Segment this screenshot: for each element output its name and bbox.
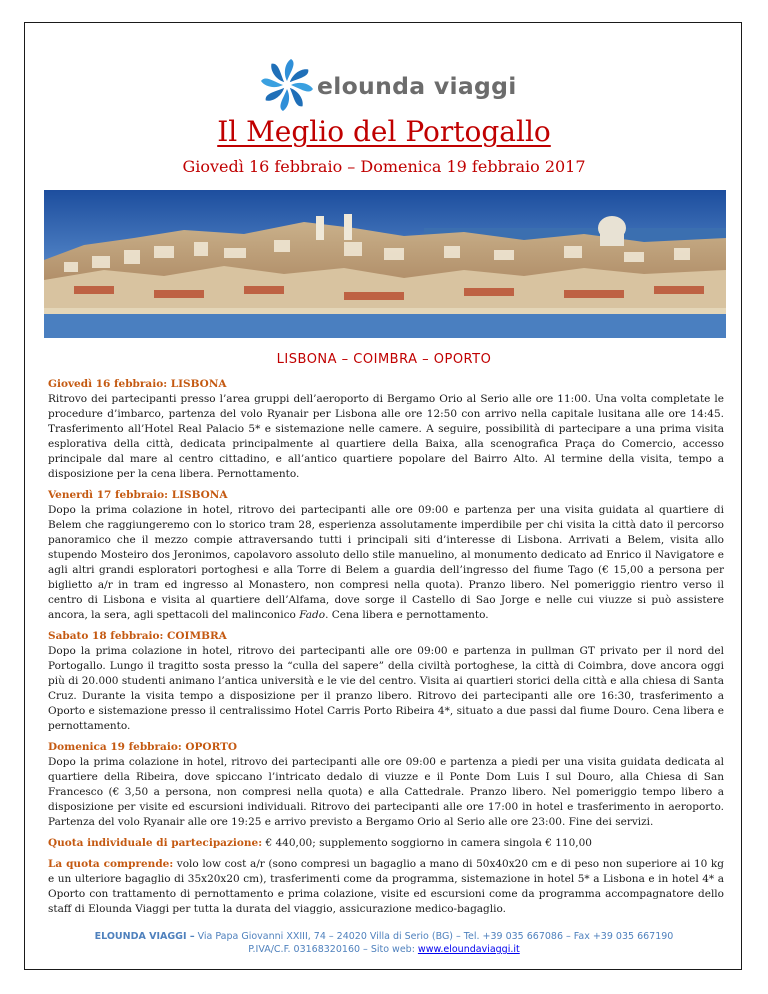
website-link[interactable]: www.eloundaviaggi.it [417,944,520,955]
day-description: Ritrovo dei partecipanti presso l’area gruppi dell’aeroporto di Bergamo Orio al Serio alle ore 11:00. Una volta completate le procedure d’imbarco, partenza del volo Ryanair per Lisbona alle ore 12:50 con arrivo nella capitale lusitana alle ore 14:45. Trasferimento all’Hotel Real Palacio 5* e sistemazione nelle camere. A seguire, possibilità di partecipare a una prima visita esplorativa della città, dedicata principalmente al quartiere della Baixa, alla scenografica Praça do Comercio, accesso principale dal mare al centro cittadino, e all’antico quartiere popolare del Bairro Alto. Al termine della visita, tempo a disposizione per la cena libera. Pernottamento. [48,393,724,480]
day-section [48,488,724,623]
included-section [48,857,724,917]
logo-text: elounda viaggi [317,72,517,100]
price-label: Quota individuale di partecipazione: [48,837,263,849]
trip-dates: Giovedì 16 febbraio – Domenica 19 febbraio 2017 [182,157,586,176]
footer-line-2 [0,943,768,956]
day-section [48,740,724,830]
day-description: Dopo la prima colazione in hotel, ritrovo dei partecipanti alle ore 09:00 e partenza in pullman GT privato per il nord del Portogallo. Lungo il tragitto sosta presso la “culla del sapere” della civiltà portoghese, la città di Coimbra, dove ancora oggi più di 20.000 studenti animano l’antica università e le vie del centro. Visita ai quartieri storici della città e alla chiesa di Santa Cruz. Durante la visita tempo a disposizione per il pranzo libero. Ritrovo dei partecipanti alle ore 16:30, trasferimento a Oporto e sistemazione presso il centralissimo Hotel Carris Porto Ribeira 4*, situato a due passi dal fiume Douro. Cena libera e pernottamento. [48,645,724,732]
footer [0,930,768,956]
itinerary-content [48,377,724,917]
day-heading: Domenica 19 febbraio: OPORTO [48,741,238,753]
day-section [48,377,724,482]
itinerary-title: LISBONA – COIMBRA – OPORTO [276,352,492,367]
included-text: volo low cost a/r (sono compresi un bagaglio a mano di 50x40x20 cm e di peso non superiore ai 10 kg e un ulteriore bagaglio di 35x20x20 cm), trasferimenti come da programma, sistemazione in hotel 5* a Lisbona e in hotel 4* a Oporto con trattamento di pernottamento e prima colazione, visite ed escursioni come da programma accompagnatore dello staff di Elounda Viaggi per tutta la durata del viaggio, assicurazione medico-bagaglio. [48,858,724,915]
price-value: € 440,00; supplemento soggiorno in camera singola € 110,00 [262,837,592,849]
day-section [48,629,724,734]
day-description-end: . Cena libera e pernottamento. [325,609,489,621]
day-description: Dopo la prima colazione in hotel, ritrovo dei partecipanti alle ore 09:00 e partenza a piedi per una visita guidata dedicata al quartiere della Ribeira, dove spiccano l’intricato dedalo di viuzze e il Ponte Dom Luis I sul Douro, alla Chiesa di San Francesco (€ 3,50 a persona, non compresi nella quota) e alla Cattedrale. Pranzo libero. Nel pomeriggio tempo libero a disposizione per visite ed escursioni individuali. Ritrovo dei partecipanti alle ore 17:00 in hotel e trasferimento in aeroporto. Partenza del volo Ryanair alle ore 19:25 e arrivo previsto a Bergamo Orio al Serio alle ore 23:00. Fine dei servizi. [48,756,724,828]
day-heading: Giovedì 16 febbraio: LISBONA [48,378,227,390]
day-description-part: Dopo la prima colazione in hotel, ritrovo dei partecipanti alle ore 09:00 e partenza per una visita guidata al quartiere di Belem che raggiungeremo con lo storico tram 28, esperienza assolutamente imperdibile per chi visita la città dato il percorso panoramico che il mezzo compie attraversando tutti i principali siti d’interesse di Lisbona. Arrivati a Belem, visita allo stupendo Mosteiro dos Jeronimos, capolavoro assoluto dello stile manuelino, al monumento dedicato ad Enrico il Navigatore e agli altri grandi esploratori portoghesi e alla Torre di Belem a guardia dell’ingresso del fiume Tago (€ 15,00 a persona per biglietto a/r in tram ed ingresso al Monastero, non compresi nella quota). Pranzo libero. Nel pomeriggio rientro verso il centro di Lisbona e visita al quartiere dell’Alfama, dove sorge il Castello di Sao Jorge e nelle cui viuzze si può assistere ancora, la sera, agli spettacoli del malinconico [48,504,724,621]
day-heading: Venerdì 17 febbraio: LISBONA [48,489,228,501]
footer-line-1 [0,930,768,943]
pinwheel-logo-icon [260,58,314,112]
footer-vat: P.IVA/C.F. 03168320160 – Sito web: [248,944,418,955]
fado-italic: Fado [299,609,326,621]
day-description [48,503,724,623]
included-label: La quota comprende: [48,858,174,870]
footer-brand: ELOUNDA VIAGGI – [94,931,195,942]
price-line [48,836,724,851]
logo [260,58,520,114]
day-heading: Sabato 18 febbraio: COIMBRA [48,630,227,642]
page-title: Il Meglio del Portogallo [217,115,551,148]
footer-address: Via Papa Giovanni XXIII, 74 – 24020 Villa di Serio (BG) – Tel. +39 035 667086 – Fax +39 035 667190 [194,931,674,942]
lisbon-panorama-photo [44,190,726,338]
